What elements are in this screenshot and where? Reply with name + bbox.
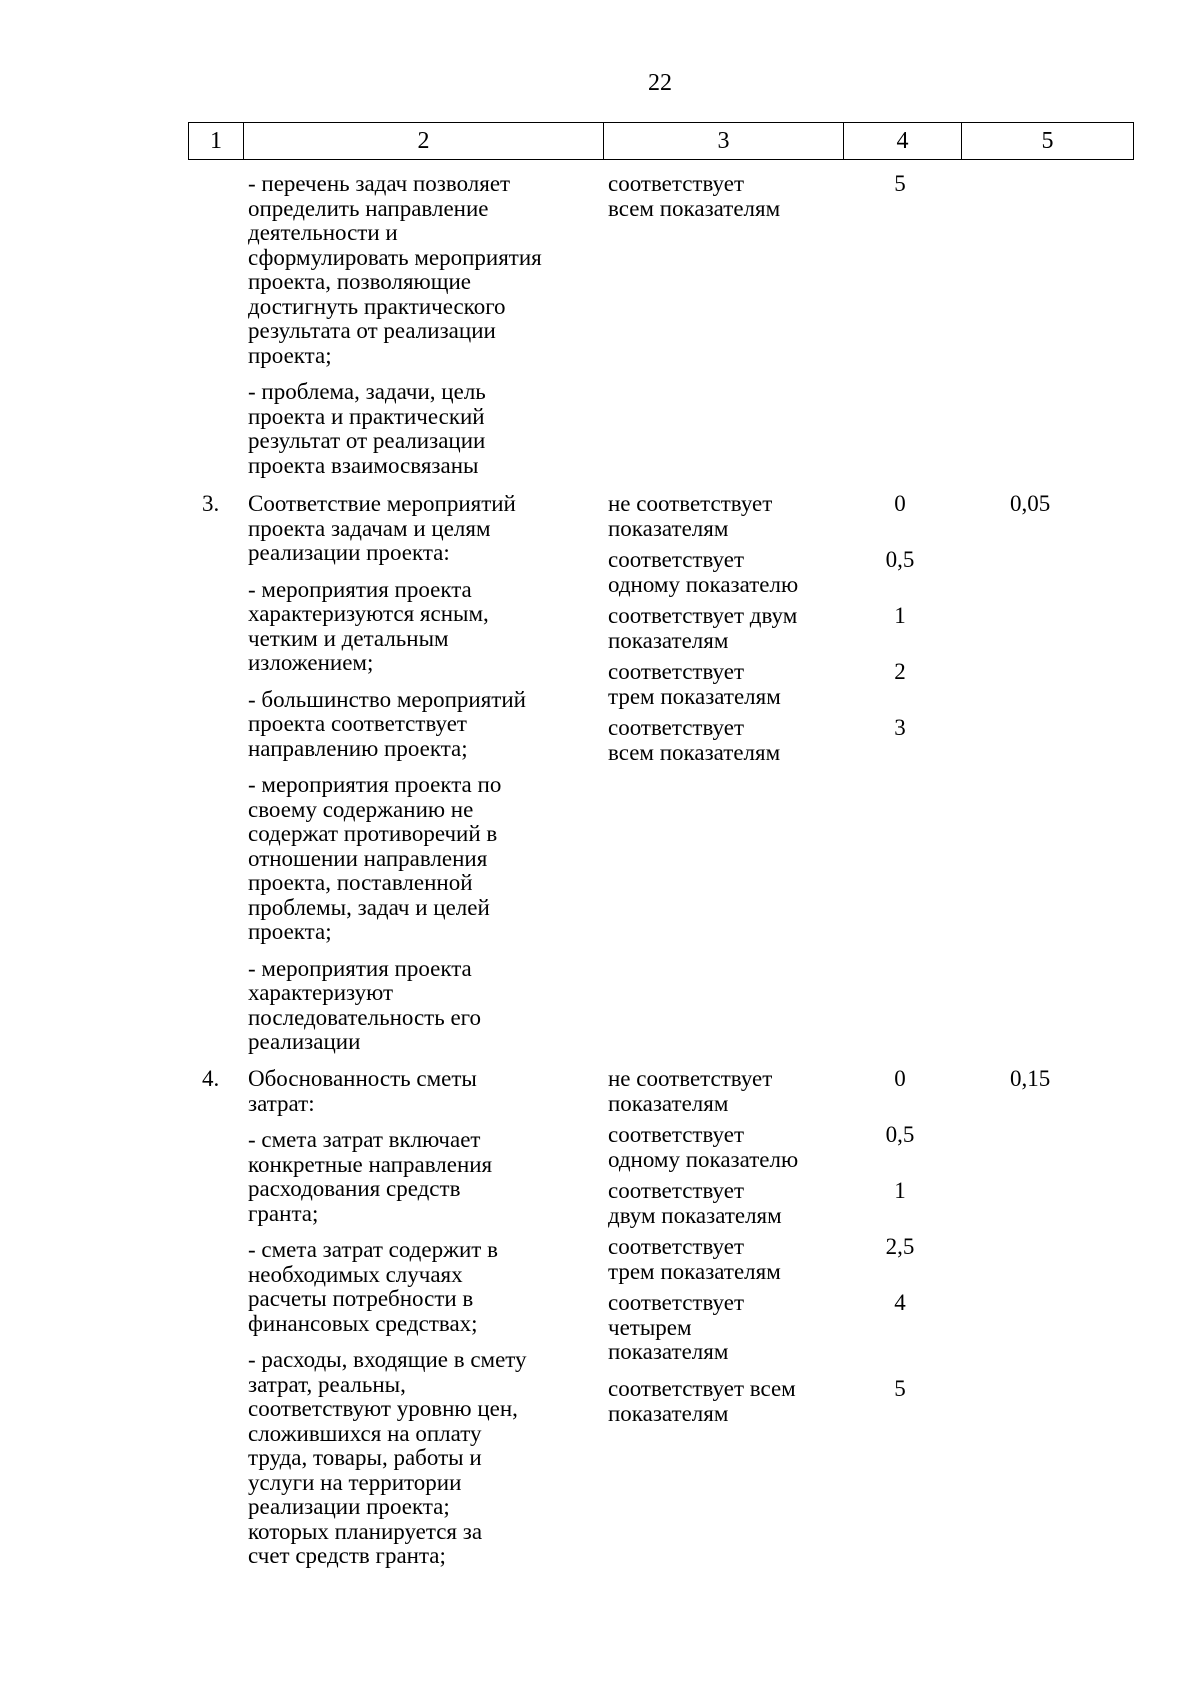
criterion-item: - смета затрат включает конкретные направления расходования средств гранта; bbox=[248, 1127, 493, 1226]
score-value: 1 bbox=[894, 603, 906, 628]
criterion-item: - мероприятия проекта характеризуются ясным, четким и детальным изложением; bbox=[248, 576, 489, 675]
header-cell-1: 1 bbox=[189, 123, 244, 160]
score-value: 0,5 bbox=[885, 547, 915, 572]
score-value: 2 bbox=[894, 659, 906, 684]
score-column bbox=[870, 492, 930, 772]
level-text: не соответствует показателям bbox=[608, 1066, 773, 1116]
criterion-text-column bbox=[248, 172, 608, 478]
criterion-item: - расходы, входящие в смету затрат, реальны, соответствуют уровню цен, сложившихся на оплату труда, товары, работы и услуги на территории реализации проекта; которых планируется за счет средств гранта; bbox=[248, 1347, 527, 1568]
level-text: соответствует одному показателю bbox=[608, 1122, 799, 1172]
header-cell-5: 5 bbox=[962, 123, 1134, 160]
criterion-title: Соответствие мероприятий проекта задачам и целям реализации проекта: bbox=[248, 491, 516, 565]
criterion-number: 3. bbox=[202, 491, 220, 516]
level-text: соответствует четырем показателям bbox=[608, 1290, 745, 1364]
header-cell-3: 3 bbox=[604, 123, 844, 160]
level-text: соответствует трем показателям bbox=[608, 659, 781, 709]
criterion-item: - перечень задач позволяет определить направление деятельности и сформулировать мероприятия проекта, позволяющие достигнуть практического результата от реализации проекта; bbox=[248, 171, 542, 368]
header-cell-2: 2 bbox=[244, 123, 604, 160]
column-header-row bbox=[188, 122, 1134, 160]
level-column bbox=[608, 492, 848, 772]
score-value: 3 bbox=[894, 715, 906, 740]
level-text: соответствует всем показателям bbox=[608, 715, 781, 765]
criterion-weight: 0,15 bbox=[1010, 1066, 1051, 1091]
score-value: 0 bbox=[894, 491, 906, 516]
criterion-item: - проблема, задачи, цель проекта и практический результат от реализации проекта взаимосвязаны bbox=[248, 379, 486, 478]
criterion-item: - смета затрат содержит в необходимых случаях расчеты потребности в финансовых средствах; bbox=[248, 1237, 498, 1336]
score-value: 2,5 bbox=[885, 1234, 915, 1259]
level-column bbox=[608, 1067, 848, 1433]
criterion-item: - мероприятия проекта характеризуют последовательность его реализации bbox=[248, 955, 482, 1054]
score-value: 5 bbox=[894, 1376, 906, 1401]
criterion-title: Обоснованность сметы затрат: bbox=[248, 1066, 477, 1116]
criterion-number: 4. bbox=[202, 1066, 220, 1091]
level-text: соответствует всем показателям bbox=[608, 171, 781, 221]
criterion-item: - большинство мероприятий проекта соответствует направлению проекта; bbox=[248, 686, 526, 761]
score-value: 0 bbox=[894, 1066, 906, 1091]
level-text: не соответствует показателям bbox=[608, 491, 773, 541]
criterion-item: - мероприятия проекта по своему содержанию не содержат противоречий в отношении направления проекта, поставленной проблемы, задач и целей проекта; bbox=[248, 772, 502, 944]
level-text: соответствует двум показателям bbox=[608, 1178, 782, 1228]
criterion-text-column bbox=[248, 492, 608, 1055]
level-text: соответствует трем показателям bbox=[608, 1234, 781, 1284]
criterion-text-column bbox=[248, 1067, 608, 1569]
score-value: 0,5 bbox=[885, 1122, 915, 1147]
score-value: 1 bbox=[894, 1178, 906, 1203]
score-value: 5 bbox=[894, 171, 906, 196]
level-text: соответствует одному показателю bbox=[608, 547, 799, 597]
level-column bbox=[608, 172, 848, 233]
level-text: соответствует всем показателям bbox=[608, 1376, 796, 1426]
score-column bbox=[870, 172, 930, 233]
page-number: 22 bbox=[648, 70, 672, 96]
score-column bbox=[870, 1067, 930, 1433]
header-cell-4: 4 bbox=[844, 123, 962, 160]
level-text: соответствует двум показателям bbox=[608, 603, 798, 653]
score-value: 4 bbox=[894, 1290, 906, 1315]
criterion-weight: 0,05 bbox=[1010, 491, 1051, 516]
